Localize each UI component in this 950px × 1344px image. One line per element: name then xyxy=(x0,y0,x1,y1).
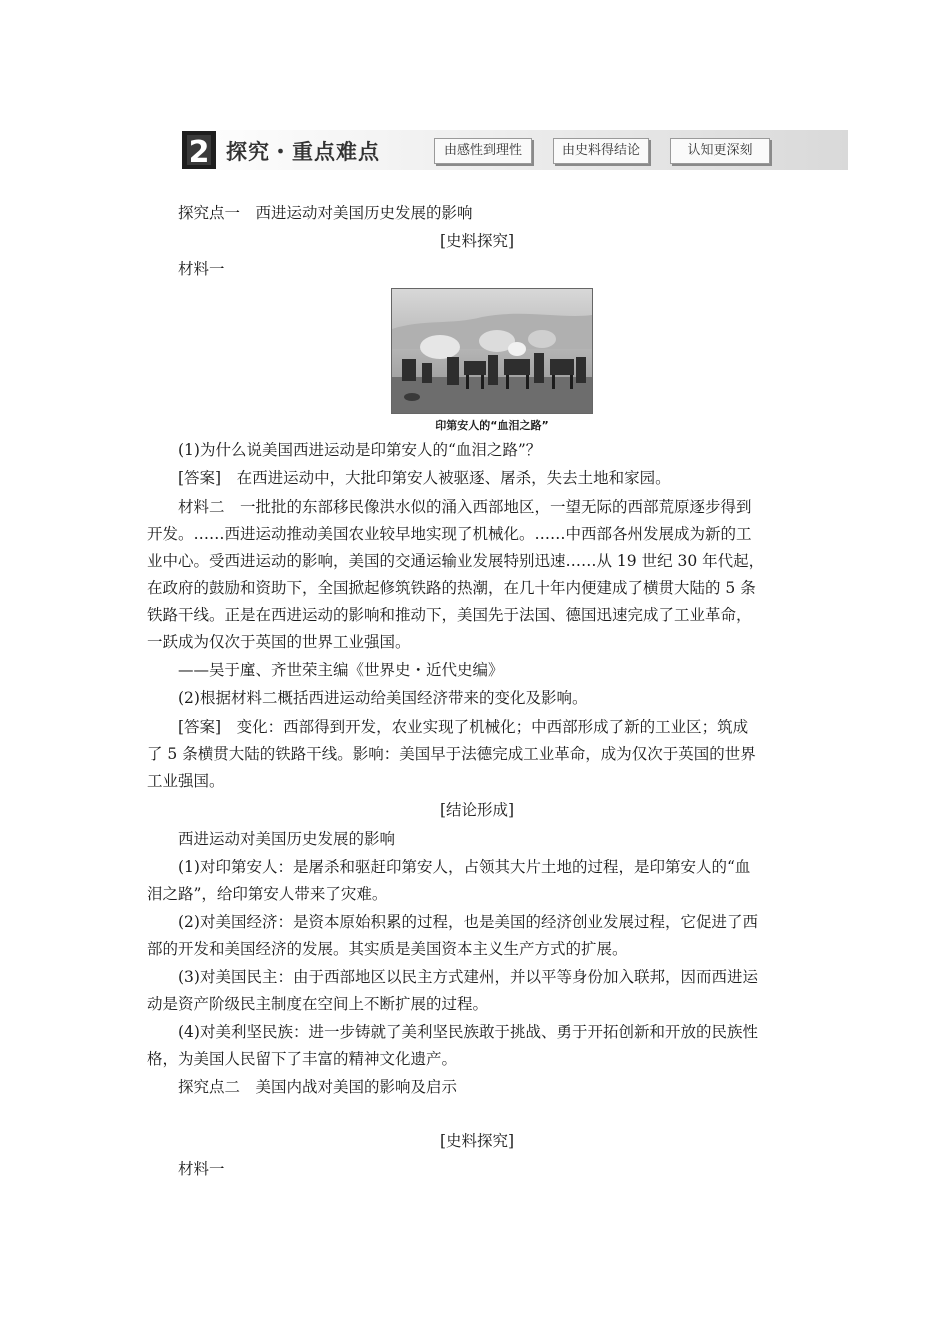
material1-label: 材料一 xyxy=(178,260,225,278)
conclusion-subhead: [结论形成] xyxy=(439,801,515,819)
answer-2-line: 了 5 条横贯大陆的铁路干线。影响：美国早于法德完成工业革命，成为仅次于英国的世界 xyxy=(147,745,756,763)
banner-title: 探究・重点难点 xyxy=(226,140,380,164)
answer-2-line: 工业强国。 xyxy=(147,772,225,790)
section2-material1-label: 材料一 xyxy=(178,1160,225,1178)
section1-heading: 探究点一 西进运动对美国历史发展的影响 xyxy=(178,204,473,222)
question-1: (1)为什么说美国西进运动是印第安人的“血泪之路”？ xyxy=(178,441,542,459)
trail-of-tears-image xyxy=(392,289,592,413)
point-line: 泪之路”，给印第安人带来了灾难。 xyxy=(147,885,388,903)
figure-caption: 印第安人的“血泪之路” xyxy=(435,419,549,432)
section2-heading: 探究点二 美国内战对美国的影响及启示 xyxy=(178,1078,458,1096)
point-line: (1)对印第安人：是屠杀和驱赶印第安人，占领其大片土地的过程，是印第安人的“血 xyxy=(178,858,751,876)
point-line: 格，为美国人民留下了丰富的精神文化遗产。 xyxy=(147,1050,458,1068)
material2-line: 一跃成为仅次于英国的世界工业强国。 xyxy=(147,633,411,651)
tag-perceptual-to-rational: 由感性到理性 xyxy=(434,138,532,164)
section-number: 2 xyxy=(188,135,210,169)
tag-history-to-conclusion: 由史料得结论 xyxy=(553,138,649,164)
point-line: (3)对美国民主：由于西部地区以民主方式建州，并以平等身份加入联邦，因而西进运 xyxy=(178,968,758,986)
material2-line: 在政府的鼓励和资助下，全国掀起修筑铁路的热潮，在几十年内便建成了横贯大陆的 5 条 xyxy=(147,579,756,597)
answer-1: [答案] 在西进运动中，大批印第安人被驱逐、屠杀，失去土地和家园。 xyxy=(178,469,671,487)
material2-source: ——吴于廑、齐世荣主编《世界史・近代史编》 xyxy=(178,661,504,679)
material2-line: 开发。……西进运动推动美国农业较早地实现了机械化。……中西部各州发展成为新的工 xyxy=(147,525,752,543)
material2-line: 铁路干线。正是在西进运动的影响和推动下，美国先于法国、德国迅速完成了工业革命， xyxy=(147,606,752,624)
point-line: (2)对美国经济：是资本原始积累的过程，也是美国的经济创业发展过程，它促进了西 xyxy=(178,913,758,931)
trail-of-tears-illustration xyxy=(391,288,593,414)
point-line: 部的开发和美国经济的发展。其实质是美国资本主义生产方式的扩展。 xyxy=(147,940,628,958)
tag-deeper-cognition: 认知更深刻 xyxy=(670,138,770,164)
conclusion-title: 西进运动对美国历史发展的影响 xyxy=(178,830,396,848)
section-banner xyxy=(178,130,848,170)
answer-2-line: [答案] 变化：西部得到开发，农业实现了机械化；中西部形成了新的工业区；筑成 xyxy=(178,718,749,736)
material2-line: 材料二 一批批的东部移民像洪水似的涌入西部地区，一望无际的西部荒原逐步得到 xyxy=(178,498,752,516)
section2-subhead: [史料探究] xyxy=(439,1132,515,1150)
section-number-badge xyxy=(182,131,216,169)
question-2: (2)根据材料二概括西进运动给美国经济带来的变化及影响。 xyxy=(178,689,588,707)
point-line: (4)对美利坚民族：进一步铸就了美利坚民族敢于挑战、勇于开拓创新和开放的民族性 xyxy=(178,1023,758,1041)
point-line: 动是资产阶级民主制度在空间上不断扩展的过程。 xyxy=(147,995,489,1013)
section1-subhead: [史料探究] xyxy=(439,232,515,250)
material2-line: 业中心。受西进运动的影响，美国的交通运输业发展特别迅速……从 19 世纪 30 年代起， xyxy=(147,552,765,570)
